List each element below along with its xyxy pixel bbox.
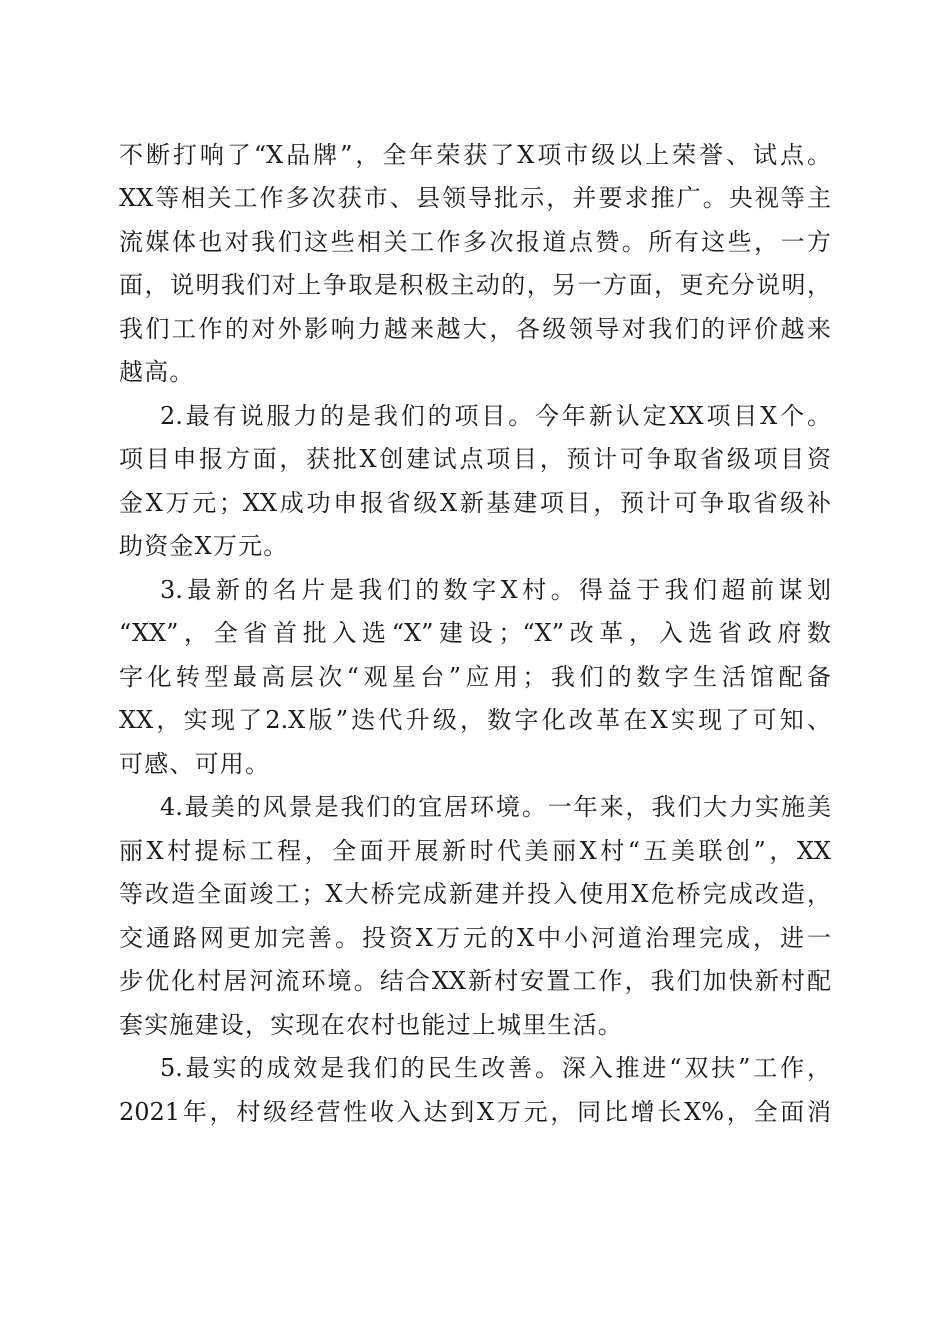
paragraph-first-line: 2.最有说服力的是我们的项目。今年新认定XX项目X个。 xyxy=(160,402,831,430)
text-line: 步优化村居河流环境。结合XX新村安置工作，我们加快新村配 xyxy=(119,967,831,995)
text-line: XX等相关工作多次获市、县领导批示，并要求推广。央视等主 xyxy=(119,184,831,212)
text-line: 等改造全面竣工；X大桥完成新建并投入使用X危桥完成改造， xyxy=(119,880,831,908)
text-line: 不断打响了“X品牌”，全年荣获了X项市级以上荣誉、试点。 xyxy=(119,141,831,169)
text-line: 交通路网更加完善。投资X万元的X中小河道治理完成，进一 xyxy=(119,924,831,952)
text-line: 越高。 xyxy=(119,358,195,386)
text-line: 可感、可用。 xyxy=(119,750,271,778)
paragraph-first-line: 5.最实的成效是我们的民生改善。深入推进“双扶”工作， xyxy=(160,1054,831,1082)
text-line: 2021年，村级经营性收入达到X万元，同比增长X%，全面消 xyxy=(119,1098,831,1126)
text-line: “XX”，全省首批入选“X”建设；“X”改革，入选省政府数 xyxy=(119,619,831,647)
text-line: 流媒体也对我们这些相关工作多次报道点赞。所有这些，一方 xyxy=(119,228,831,256)
text-line: 套实施建设，实现在农村也能过上城里生活。 xyxy=(119,1011,623,1039)
paragraph-first-line: 3.最新的名片是我们的数字X村。得益于我们超前谋划 xyxy=(160,576,831,604)
paragraph-first-line: 4.最美的风景是我们的宜居环境。一年来，我们大力实施美 xyxy=(160,793,831,821)
text-line: 面，说明我们对上争取是积极主动的，另一方面，更充分说明， xyxy=(119,271,831,299)
text-line: 字化转型最高层次“观星台”应用；我们的数字生活馆配备 xyxy=(119,663,831,691)
text-line: XX，实现了2.X版”迭代升级，数字化改革在X实现了可知、 xyxy=(119,706,831,734)
text-line: 助资金X万元。 xyxy=(119,532,289,560)
text-line: 项目申报方面，获批X创建试点项目，预计可争取省级项目资 xyxy=(119,445,831,473)
text-line: 金X万元；XX成功申报省级X新基建项目，预计可争取省级补 xyxy=(119,489,831,517)
text-line: 我们工作的对外影响力越来越大，各级领导对我们的评价越来 xyxy=(119,315,831,343)
text-line: 丽X村提标工程，全面开展新时代美丽X村“五美联创”，XX xyxy=(119,837,831,865)
